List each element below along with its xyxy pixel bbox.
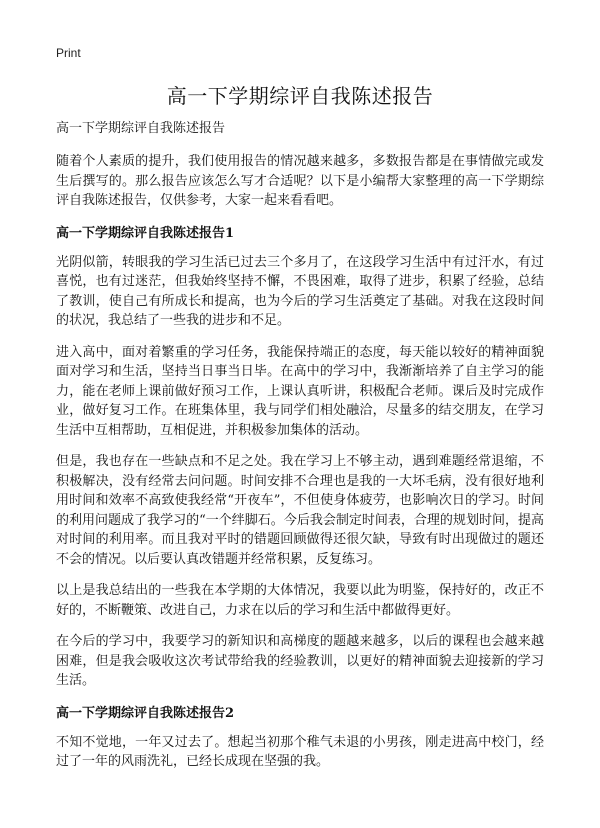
section-heading-1: 高一下学期综评自我陈述报告1	[56, 225, 235, 241]
print-link[interactable]: Print	[56, 46, 81, 60]
section-1-paragraph-4: 以上是我总结出的一些我在本学期的大体情况，我要以此为明鉴，保持好的，改正不好的，不断鞭策、改进自己，力求在以后的学习和生活中都做得更好。	[56, 583, 544, 618]
section-1-paragraph-3: 但是，我也存在一些缺点和不足之处。我在学习上不够主动，遇到难题经常退缩，不积极解决，没有经常去问问题。时间安排不合理也是我的一大坏毛病，没有很好地利用时间和效率不高致使我经常“开夜车”，不但使身体疲劳，也影响次日的学习。时间的利用问题成了我学习的“一个绊脚石。今后我会制定时间表，合理的规划时间，提高对时间的利用率。而且我对平时的错题回顾做得还很欠缺，导致有时出现做过的题还不会的情况。以后要认真改错题并经常积累，反复练习。	[56, 454, 544, 567]
section-1-paragraph-5: 在今后的学习中，我要学习的新知识和高梯度的题越来越多，以后的课程也会越来越困难，但是我会吸收这次考试带给我的经验教训，以更好的精神面貌去迎接新的学习生活。	[56, 634, 544, 688]
section-1-paragraph-2: 进入高中，面对着繁重的学习任务，我能保持端正的态度，每天能以较好的精神面貌面对学习和生活，坚持当日事当日毕。在高中的学习中，我渐渐培养了自主学习的能力，能在老师上课前做好预习工作，上课认真听讲，积极配合老师。课后及时完成作业，做好复习工作。在班集体里，我与同学们相处融洽，尽量多的结交朋友，在学习生活中互相帮助，互相促进，并积极参加集体的活动。	[56, 344, 544, 438]
section-heading-2: 高一下学期综评自我陈述报告2	[56, 705, 235, 721]
document-body	[56, 120, 544, 784]
intro-paragraph: 随着个人素质的提升，我们使用报告的情况越来越多，多数报告都是在事情做完或发生后撰写的。那么报告应该怎么写才合适呢？以下是小编帮大家整理的高一下学期综评自我陈述报告，仅供参考，大家一起来看看吧。	[56, 154, 544, 208]
document-subtitle: 高一下学期综评自我陈述报告	[56, 121, 226, 136]
section-2-paragraph-1: 不知不觉地，一年又过去了。想起当初那个稚气未退的小男孩，刚走进高中校门，经过了一年的风雨洗礼，已经长成现在坚强的我。	[56, 734, 544, 769]
page-title: 高一下学期综评自我陈述报告	[166, 84, 434, 108]
section-1-paragraph-1: 光阴似箭，转眼我的学习生活已过去三个多月了，在这段学习生活中有过汗水，有过喜悦，也有过迷茫，但我始终坚持不懈，不畏困难，取得了进步，积累了经验，总结了教训，使自己有所成长和提高，也为今后的学习生活奠定了基础。对我在这段时间的状况，我总结了一些我的进步和不足。	[56, 254, 544, 328]
